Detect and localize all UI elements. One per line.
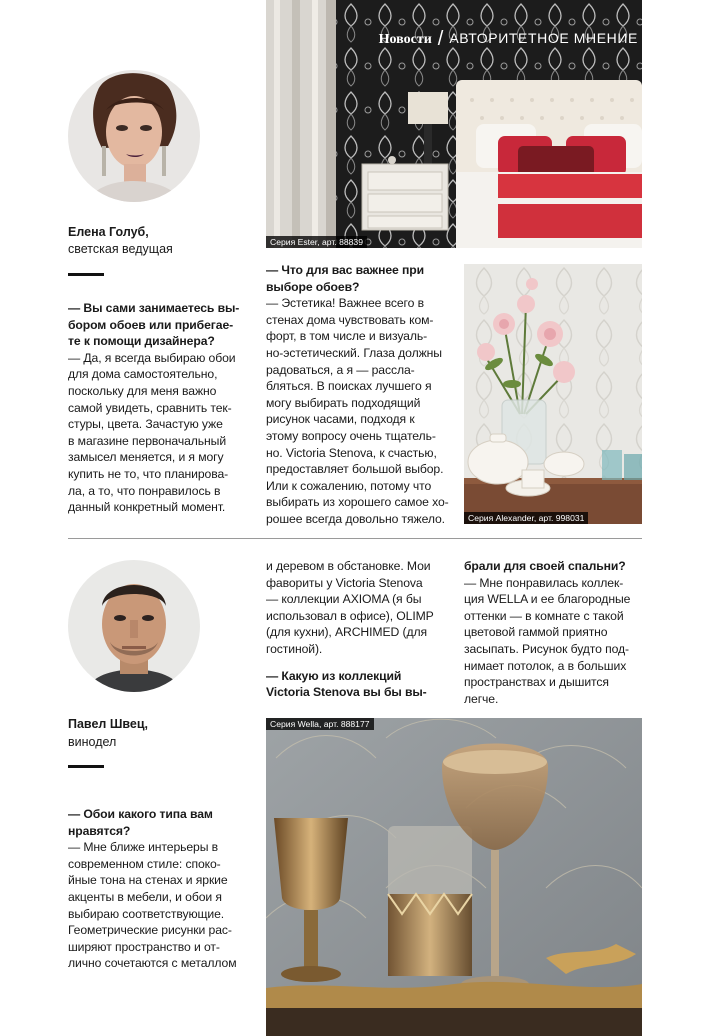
glasses-photo-caption: Серия Wella, арт. 888177 <box>266 718 374 730</box>
answer-line: данный конкретный момент. <box>68 500 226 515</box>
person2-role: винодел <box>68 735 117 749</box>
question-line: — Вы сами занимаетесь вы- <box>68 301 240 315</box>
question-line: выборе обоев? <box>266 279 360 294</box>
answer-line: и деревом в обстановке. Мои <box>266 559 431 573</box>
question-line: нравятся? <box>68 823 131 838</box>
portrait-elena-illustration <box>68 70 200 202</box>
answer-line: Геометрические рисунки рас- <box>68 923 232 938</box>
person1-q1-block <box>68 300 258 516</box>
answer-line: стенах дома чувствовать ком- <box>266 312 434 327</box>
answer-line: пространствах и дышится <box>464 675 609 690</box>
answer-line: — Да, я всегда выбираю обои <box>68 350 236 365</box>
answer-line: современном стиле: споко- <box>68 856 221 871</box>
portrait-pavel-illustration <box>68 560 200 692</box>
flowers-photo-caption: Серия Alexander, арт. 998031 <box>464 512 588 524</box>
header-rubric: АВТОРИТЕТНОЕ МНЕНИЕ <box>449 30 638 46</box>
question-line: — Обои какого типа вам <box>68 807 213 821</box>
answer-line: лично сочетаются с металлом <box>68 956 237 971</box>
answer-line: радоваться, а я — расслa- <box>266 362 415 377</box>
answer-line: но-эстетический. Глаза должны <box>266 345 442 360</box>
answer-line: могу выбирать подходящий <box>266 395 421 410</box>
section-header <box>379 26 638 49</box>
question-line: те к помощи дизайнера? <box>68 334 215 349</box>
header-section-link[interactable]: Новости <box>378 32 432 47</box>
answer-line: в магазине первоначальный <box>68 433 227 448</box>
answer-line: для дома самостоятельно, <box>68 367 218 382</box>
question-line: бором обоев или прибегае- <box>68 317 234 332</box>
answer-line: использовал в офисе), OLIMP <box>266 608 434 623</box>
answer-line: стуры, цвета. Зачастую уже <box>68 417 223 432</box>
answer-line: выбирать из хорошего самое хо- <box>266 495 449 510</box>
answer-line: йные тона на стенах и яркие <box>68 873 228 888</box>
question-line: — Какую из коллекций <box>266 668 402 683</box>
glasses-photo <box>266 718 642 1036</box>
bedroom-photo-caption: Серия Ester, арт. 88839 <box>266 236 367 248</box>
answer-line: засыпать. Рисунок будто под- <box>464 641 629 656</box>
answer-line: (для кухни), ARCHIMED (для <box>266 625 427 640</box>
answer-line: поскольку для меня важно <box>68 383 217 398</box>
answer-line: — коллекции AXIOMA (я бы <box>266 592 422 607</box>
section-divider <box>68 538 642 539</box>
answer-line: замысел меняется, и я могу <box>68 450 224 465</box>
answer-line: рисунок часами, подходя к <box>266 412 415 427</box>
avatar-pavel <box>68 560 200 692</box>
person2-col3-block <box>464 558 644 707</box>
answer-line: ция WELLA и ее благородные <box>464 592 631 607</box>
person2-col2-block <box>266 558 462 701</box>
answer-line: — Эстетика! Важнее всего в <box>266 296 424 311</box>
avatar-elena <box>68 70 200 202</box>
answer-line: легче. <box>464 691 499 706</box>
bedroom-photo <box>266 0 642 248</box>
person1-q2-block <box>266 262 462 528</box>
answer-line: этому вопросу очень тщатель- <box>266 428 436 443</box>
answer-line: но. Victoria Stenova, к счастью, <box>266 445 437 460</box>
question-line: Victoria Stenova вы бы вы- <box>266 685 427 700</box>
answer-line: самой увидеть, сравнить тек- <box>68 400 232 415</box>
question-line: брали для своей спальни? <box>464 559 626 573</box>
answer-line: нимает потолок, а в больших <box>464 658 627 673</box>
answer-line: бляться. В поисках лучшего я <box>266 379 432 394</box>
question-line: — Что для вас важнее при <box>266 263 424 277</box>
answer-line: оттенки — в комнате с такой <box>464 608 624 623</box>
answer-line: ла, а то, что понравилось в <box>68 483 221 498</box>
person2-q1-block <box>68 806 260 972</box>
answer-line: гостиной). <box>266 641 323 656</box>
answer-line: выбираю соответствующие. <box>68 906 225 921</box>
divider-dash <box>68 765 104 768</box>
header-separator: / <box>437 28 444 50</box>
answer-line: акценты в мебели, и обои я <box>68 889 222 904</box>
flowers-illustration <box>464 264 642 524</box>
answer-line: — Мне понравилась коллек- <box>464 575 624 590</box>
answer-line: фавориты у Victoria Stenova <box>266 575 423 590</box>
glasses-illustration <box>266 718 642 1036</box>
flowers-photo <box>464 264 642 524</box>
answer-line: Или к сожалению, потому что <box>266 478 432 493</box>
person1-role: светская ведущая <box>68 242 173 256</box>
divider-dash <box>68 273 104 276</box>
answer-line: купить не то, что планирова- <box>68 466 229 481</box>
answer-line: ширяют пространство и от- <box>68 939 220 954</box>
answer-line: форт, в том числе и визуаль- <box>266 329 428 344</box>
answer-line: цветовой гаммой приятно <box>464 625 608 640</box>
answer-line: предоставляет большой выбор. <box>266 462 444 477</box>
person2-name: Павел Швец, <box>68 717 149 731</box>
answer-line: рошее всегда довольно тяжело. <box>266 511 445 526</box>
answer-line: — Мне ближе интерьеры в <box>68 840 219 855</box>
person1-name: Елена Голуб, <box>68 225 149 239</box>
